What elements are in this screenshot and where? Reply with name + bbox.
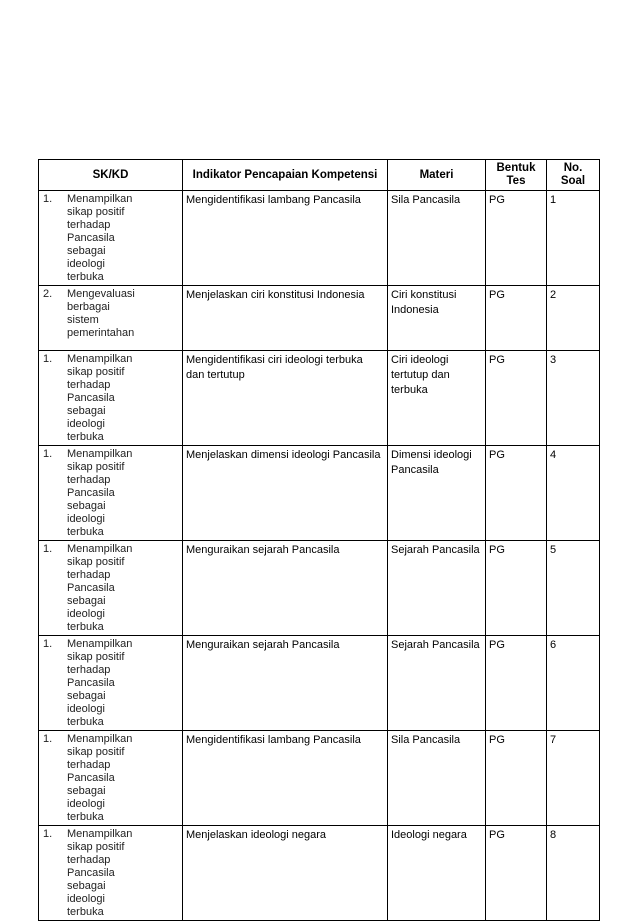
bentuk-tes-cell: PG (486, 286, 547, 351)
materi-cell: Ciri konstitusi Indonesia (388, 286, 486, 351)
bentuk-tes-cell: PG (486, 541, 547, 636)
indikator-cell: Menjelaskan ciri konstitusi Indonesia (183, 286, 388, 351)
kisi-kisi-table (38, 159, 600, 921)
sk-kd-cell (39, 351, 183, 446)
sk-kd-cell (39, 541, 183, 636)
no-soal-cell: 6 (547, 636, 600, 731)
no-soal-cell: 7 (547, 731, 600, 826)
header-materi: Materi (388, 160, 486, 191)
table-row (39, 826, 600, 921)
no-soal-cell: 2 (547, 286, 600, 351)
indikator-cell: Mengidentifikasi ciri ideologi terbuka dan tertutup (183, 351, 388, 446)
indikator-cell: Mengidentifikasi lambang Pancasila (183, 731, 388, 826)
table-row (39, 636, 600, 731)
table-row (39, 541, 600, 636)
bentuk-tes-cell: PG (486, 446, 547, 541)
bentuk-tes-cell: PG (486, 191, 547, 286)
indikator-cell: Menguraikan sejarah Pancasila (183, 636, 388, 731)
sk-text: Menampilkan sikap positif terhadap Pancasila sebagai ideologi terbuka (67, 353, 133, 443)
bentuk-tes-cell: PG (486, 636, 547, 731)
header-bentuk-tes: Bentuk Tes (486, 160, 547, 191)
materi-cell: Ciri ideologi tertutup dan terbuka (388, 351, 486, 446)
sk-number: 1. (43, 733, 53, 745)
indikator-cell: Menjelaskan dimensi ideologi Pancasila (183, 446, 388, 541)
sk-number: 1. (43, 543, 53, 555)
sk-text: Menampilkan sikap positif terhadap Pancasila sebagai ideologi terbuka (67, 543, 133, 633)
header-no-soal: No. Soal (547, 160, 600, 191)
no-soal-cell: 5 (547, 541, 600, 636)
bentuk-tes-cell: PG (486, 351, 547, 446)
table-row (39, 351, 600, 446)
table-row (39, 191, 600, 286)
materi-cell: Ideologi negara (388, 826, 486, 921)
sk-text: Menampilkan sikap positif terhadap Pancasila sebagai ideologi terbuka (67, 448, 133, 538)
materi-cell: Dimensi ideologi Pancasila (388, 446, 486, 541)
indikator-cell: Menjelaskan ideologi negara (183, 826, 388, 921)
sk-number: 1. (43, 828, 53, 840)
sk-text: Menampilkan sikap positif terhadap Pancasila sebagai ideologi terbuka (67, 193, 133, 283)
bentuk-tes-cell: PG (486, 826, 547, 921)
sk-number: 1. (43, 353, 53, 365)
indikator-cell: Menguraikan sejarah Pancasila (183, 541, 388, 636)
sk-number: 1. (43, 193, 53, 205)
table-row (39, 446, 600, 541)
sk-text: Menampilkan sikap positif terhadap Pancasila sebagai ideologi terbuka (67, 828, 133, 918)
sk-text: Menampilkan sikap positif terhadap Pancasila sebagai ideologi terbuka (67, 733, 133, 823)
materi-cell: Sejarah Pancasila (388, 636, 486, 731)
table-row (39, 731, 600, 826)
header-row (39, 160, 600, 191)
table-row (39, 286, 600, 351)
no-soal-cell: 3 (547, 351, 600, 446)
sk-kd-cell (39, 731, 183, 826)
sk-kd-cell (39, 826, 183, 921)
sk-kd-cell (39, 636, 183, 731)
sk-text: Menampilkan sikap positif terhadap Pancasila sebagai ideologi terbuka (67, 638, 133, 728)
header-sk-kd: SK/KD (39, 160, 183, 191)
sk-kd-cell (39, 191, 183, 286)
sk-kd-cell (39, 446, 183, 541)
indikator-cell: Mengidentifikasi lambang Pancasila (183, 191, 388, 286)
sk-number: 1. (43, 638, 53, 650)
no-soal-cell: 4 (547, 446, 600, 541)
materi-cell: Sejarah Pancasila (388, 541, 486, 636)
no-soal-cell: 8 (547, 826, 600, 921)
header-indikator: Indikator Pencapaian Kompetensi (183, 160, 388, 191)
materi-cell: Sila Pancasila (388, 731, 486, 826)
sk-number: 2. (43, 288, 53, 300)
no-soal-cell: 1 (547, 191, 600, 286)
bentuk-tes-cell: PG (486, 731, 547, 826)
materi-cell: Sila Pancasila (388, 191, 486, 286)
sk-text: Mengevaluasi berbagai sistem pemerintahan (67, 288, 135, 339)
sk-kd-cell (39, 286, 183, 351)
sk-number: 1. (43, 448, 53, 460)
